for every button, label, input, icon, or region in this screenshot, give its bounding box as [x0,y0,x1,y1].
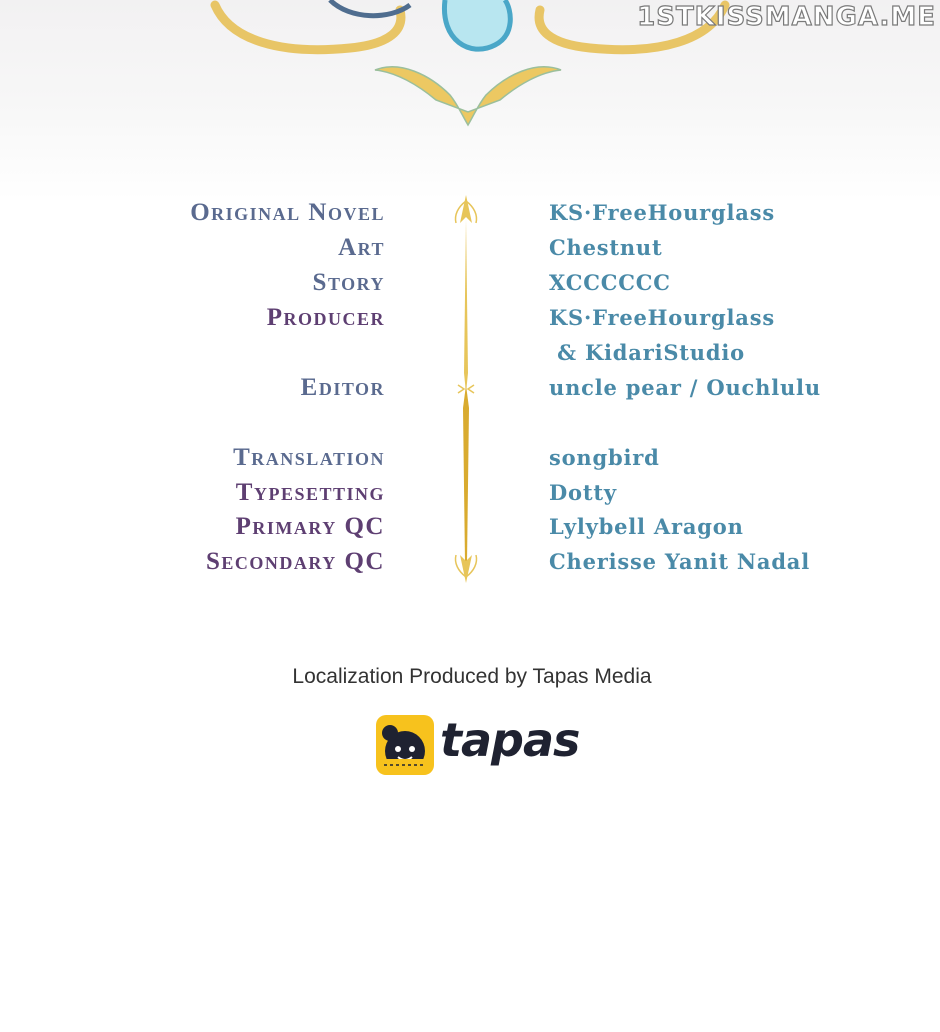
credit-name: Dotty [549,480,617,505]
credit-role: Translation [233,444,385,471]
credit-name: Chestnut [549,235,663,260]
credit-name: Lylybell Aragon [549,514,744,539]
tapas-logo-text: tapas [440,713,580,767]
credit-role: Primary QC [235,513,385,540]
localization-credit: Localization Produced by Tapas Media [292,665,652,688]
credit-name: KS·FreeHourglass [549,200,775,225]
credit-name: KS·FreeHourglass [549,305,775,330]
credit-name: Cherisse Yanit Nadal [549,549,810,574]
credit-role: Original Novel [190,199,385,226]
credit-role: Story [312,269,385,296]
credit-role: Typesetting [235,479,385,506]
watermark-text: 1STKISSMANGA.ME [637,2,936,32]
gold-divider-icon [448,193,484,585]
credit-role: Editor [300,374,385,401]
credit-name: & KidariStudio [549,340,745,365]
tapas-mascot-icon [376,715,434,775]
credit-name: songbird [549,445,660,470]
credit-role: Secondary QC [205,548,385,575]
credit-role: Producer [266,304,385,331]
credit-name: XCCCCCC [549,270,671,295]
credit-name: uncle pear / Ouchlulu [549,375,821,400]
credit-role: Art [338,234,385,261]
tapas-logo [376,713,580,779]
